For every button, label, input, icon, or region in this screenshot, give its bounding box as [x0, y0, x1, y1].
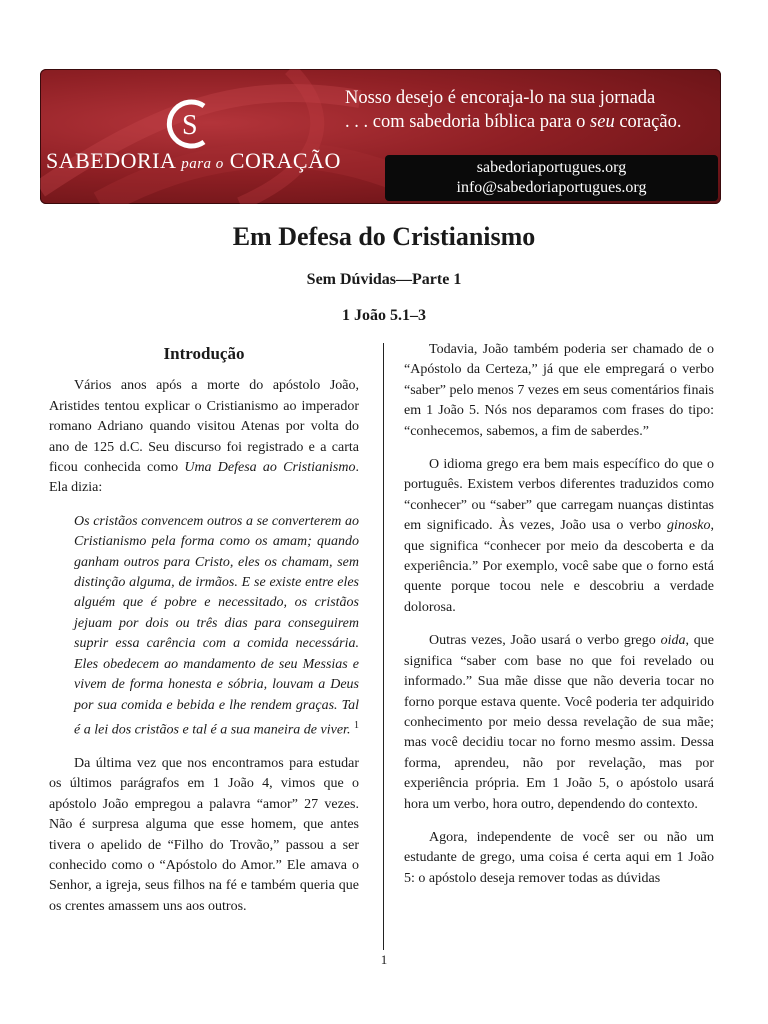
section-heading: Introdução: [163, 344, 245, 363]
contact-info: [385, 158, 718, 198]
quote-text: Os cristãos convencem outros a se converterem ao Cristianismo pela forma como os amam; quando ganham outros para Cristo, eles os chamam, sem distinção alguma, de irmãos. E se existe entre eles alguém que é pobre e necessitado, os cristãos jejuam por dois ou três dias para conseguirem suprir essa carência com a comida necessária. Eles obedecem ao mandamento de seu Messias e vivem de forma honesta e sóbria, louvam a Deus por sua comida e bebida e lhe rendem graças. Tal é a lei dos cristãos e tal é a sua maneira de viver.: [74, 513, 359, 738]
paragraph: [404, 631, 714, 815]
tagline-line-2b: coração.: [619, 112, 682, 132]
page-title: Em Defesa do Cristianismo: [232, 222, 536, 251]
paragraph-text: . Ela dizia:: [49, 460, 359, 496]
email-link[interactable]: info@sabedoriaportugues.org: [456, 179, 647, 196]
brand-word-small: para o: [181, 156, 224, 172]
paragraph: Todavia, João também poderia ser chamado de o “Apóstolo da Certeza,” já que ele empregará o verbo “saber” pelo menos 7 vezes em seus comentários finais em 1 João 5. Nós nos deparamos com frases do tipo: “conhecemos, sabemos, a fim de saberdes.”: [404, 342, 714, 439]
tagline-line-2: [345, 110, 715, 134]
page-number: 1: [380, 952, 388, 967]
paragraph: [404, 455, 714, 618]
website-link[interactable]: sabedoriaportugues.org: [476, 159, 627, 176]
paragraph-text: , que significa “saber com base no que foi revelado ou informado.” Sua mãe disse que não deveria tocar no forno porque estava quente. Você poderia ter adquirido conhecimento por meio dessa revelação de sua mãe; mas você decidiu tocar no forno mesmo assim. Dessa forma, aprendeu, não por revelação, mas por experiência própria. Em 1 João 5, o apóstolo usará hora um verbo, hora outro, dependendo do contexto.: [404, 633, 714, 812]
brand-word-1: SABEDORIA: [46, 148, 176, 173]
tagline: [345, 86, 715, 134]
tagline-line-2a: . . . com sabedoria bíblica para o: [345, 112, 586, 132]
footnote-marker[interactable]: 1: [353, 719, 359, 731]
tagline-line-1: Nosso desejo é encoraja-lo na sua jornada: [345, 88, 656, 108]
greek-word: oida: [660, 633, 686, 649]
tagline-emphasis: seu: [590, 112, 615, 132]
greek-word: ginosko: [666, 518, 711, 534]
scripture-reference: 1 João 5.1–3: [342, 307, 426, 324]
page-subtitle: Sem Dúvidas—Parte 1: [306, 271, 462, 288]
right-column: [404, 340, 714, 902]
paragraph: Da última vez que nos encontramos para estudar os últimos parágrafos em 1 João 4, vimos que o apóstolo João empregou a palavra “amor” 27 vezes. Não é surpresa alguma que esse homem, que antes tivera o apelido de “Filho do Trovão,” passou a ser conhecido como o “Apóstolo do Amor.” Ele amava o Senhor, a igreja, seus filhos na fé e também queria que os crentes amassem uns aos outros.: [49, 755, 359, 914]
block-quote: [74, 512, 359, 741]
brand-word-2: CORAÇÃO: [229, 148, 341, 173]
paragraph-text: Outras vezes, João usará o verbo grego: [429, 633, 661, 649]
paragraph-text: , que significa “conhecer por meio da descoberta e da experiência.” Por exemplo, você sabe que o forno está quente porque tocou nele e descobriu a verdade dolorosa.: [404, 518, 714, 615]
paragraph: Agora, independente de você ser ou não um estudante de grego, uma coisa é certa aqui em 1 João 5: o apóstolo deseja remover todas as dúvidas: [404, 829, 714, 886]
book-title: Uma Defesa ao Cristianismo: [184, 460, 356, 476]
logo-letter: S: [182, 110, 198, 141]
paragraph-text: Vários anos após a morte do apóstolo João, Aristides tentou explicar o Cristianismo ao imperador romano Adriano quando visitou Atenas por volta do ano de 125 d.C. Seu discurso foi registrado e a carta ficou conhecida como: [49, 378, 359, 476]
paragraph-text: O idioma grego era bem mais específico do que o português. Existem verbos diferentes traduzidos como “conhecer” ou “saber” que carregam nuanças distintas em significado. Às vezes, João usa o verbo: [404, 457, 714, 534]
logo-icon: [160, 96, 220, 152]
brand-name: [46, 148, 346, 174]
paragraph: [49, 376, 359, 498]
column-divider: [383, 343, 384, 950]
left-column: [49, 340, 359, 930]
